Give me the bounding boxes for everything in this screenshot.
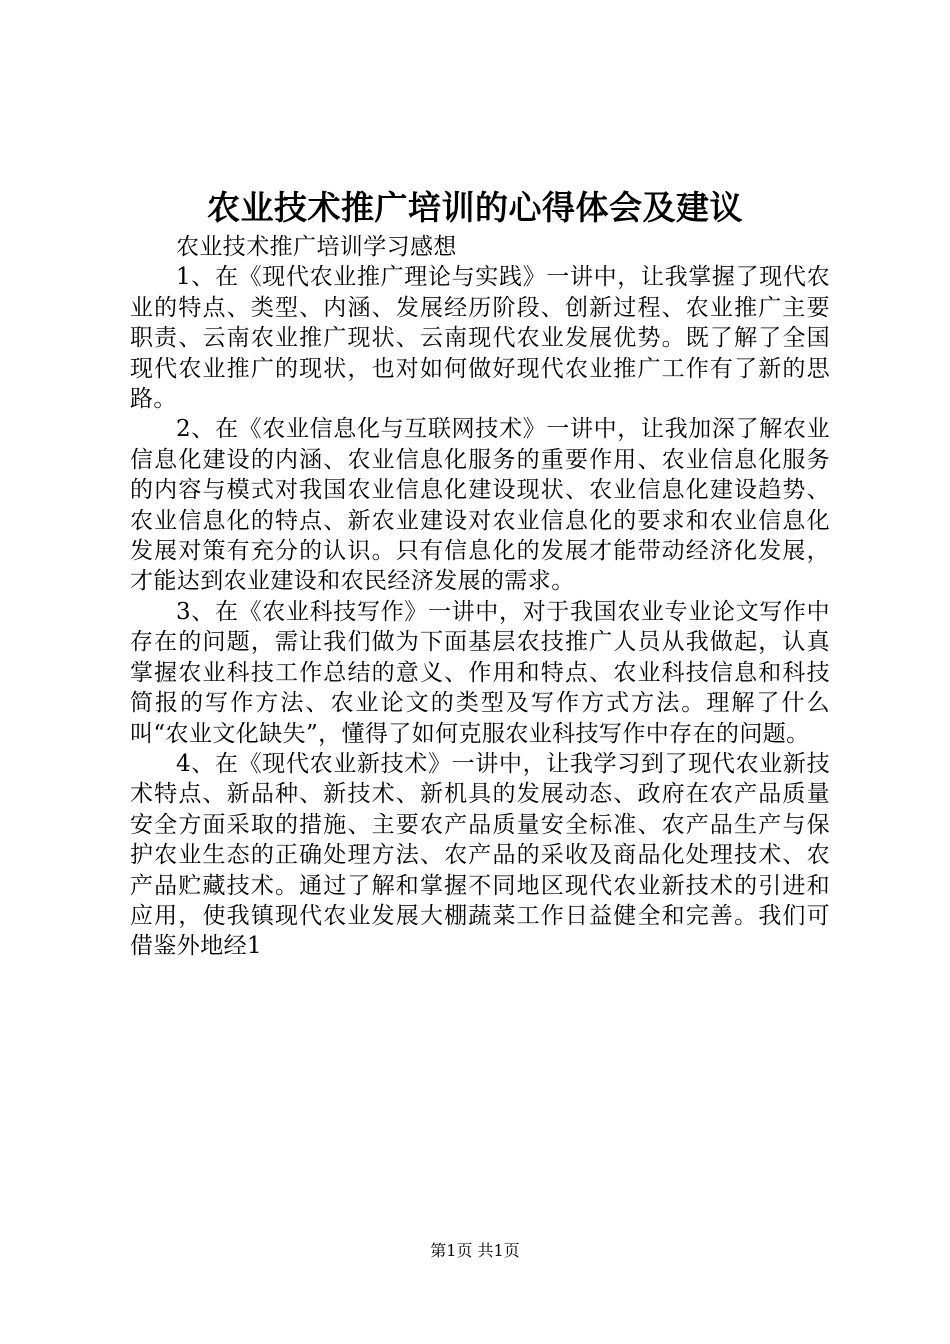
paragraph-4: 4、在《现代农业新技术》一讲中，让我学习到了现代农业新技术特点、新品种、新技术、新机具的发展动态、政府在农产品质量安全方面采取的措施、主要农产品质量安全标准、农产品生产与保护农业生态的正确处理方法、农产品的采收及商品化处理技术、农产品贮藏技术。通过了解和掌握不同地区现代农业新技术的引进和应用，使我镇现代农业发展大棚蔬菜工作日益健全和完善。我们可借鉴外地经1 bbox=[130, 750, 830, 960]
paragraph-1: 1、在《现代农业推广理论与实践》一讲中，让我掌握了现代农业的特点、类型、内涵、发展经历阶段、创新过程、农业推广主要职责、云南农业推广现状、云南现代农业发展优势。既了解了全国现代农业推广的现状，也对如何做好现代农业推广工作有了新的思路。 bbox=[130, 264, 830, 413]
document-body bbox=[130, 232, 830, 962]
subtitle-paragraph: 农业技术推广培训学习感想 bbox=[176, 234, 457, 260]
paragraph-2: 2、在《农业信息化与互联网技术》一讲中，让我加深了解农业信息化建设的内涵、农业信息化服务的重要作用、农业信息化服务的内容与模式对我国农业信息化建设现状、农业信息化建设趋势、农业信息化的特点、新农业建设对农业信息化的要求和农业信息化发展对策有充分的认识。只有信息化的发展才能带动经济化发展，才能达到农业建设和农民经济发展的需求。 bbox=[130, 416, 830, 595]
paragraph-3: 3、在《农业科技写作》一讲中，对于我国农业专业论文写作中存在的问题，需让我们做为下面基层农技推广人员从我做起，认真掌握农业科技工作总结的意义、作用和特点、农业科技信息和科技简报的写作方法、农业论文的类型及写作方式方法。理解了什么叫“农业文化缺失”，懂得了如何克服农业科技写作中存在的问题。 bbox=[130, 598, 830, 747]
document-title: 农业技术推广培训的心得体会及建议 bbox=[207, 188, 743, 227]
page-footer: 第1页 共1页 bbox=[430, 1241, 520, 1260]
